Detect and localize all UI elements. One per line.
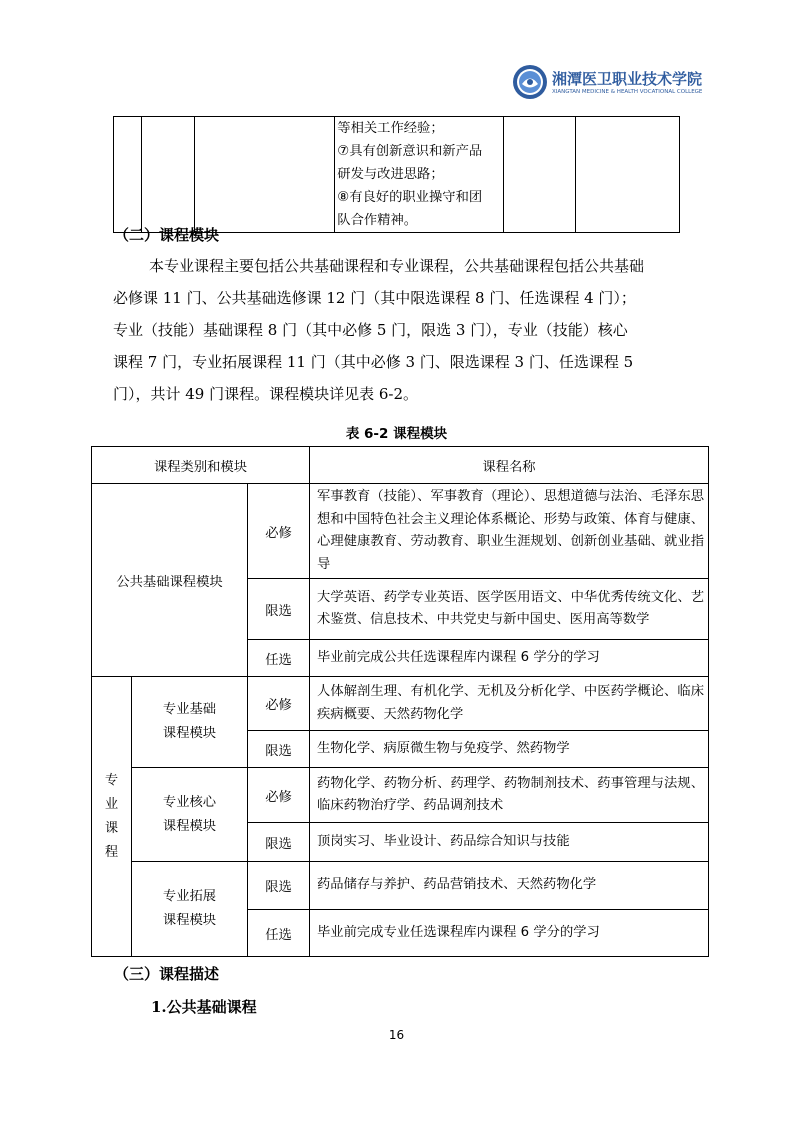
paragraph-line: 课程 7 门，专业拓展课程 11 门（其中必修 3 门、限选课程 3 门、任选课程 5 bbox=[113, 353, 634, 371]
header-category: 课程类别和模块 bbox=[92, 447, 310, 484]
paragraph-line: 门），共计 49 门课程。课程模块详见表 6-2。 bbox=[113, 385, 419, 403]
course-type: 限选 bbox=[248, 731, 310, 768]
continued-cell bbox=[503, 117, 575, 233]
course-names: 军事教育（技能）、军事教育（理论）、思想道德与法治、毛泽东思想和中国特色社会主义理论体系概论、形势与政策、体育与健康、心理健康教育、劳动教育、职业生涯规划、创新创业基础、就业指导 bbox=[310, 484, 709, 579]
continued-text-cell bbox=[335, 117, 504, 233]
college-seal-icon bbox=[512, 64, 548, 100]
continued-line: 队合作精神。 bbox=[337, 213, 418, 228]
college-name: 湘潭医卫职业技术学院 bbox=[552, 70, 703, 88]
table-caption: 表 6-2 课程模块 bbox=[345, 426, 448, 442]
course-names: 生物化学、病原微生物与免疫学、然药物学 bbox=[310, 731, 709, 768]
module-extension-label: 专业拓展 课程模块 bbox=[132, 862, 248, 957]
public-module-label: 公共基础课程模块 bbox=[92, 484, 248, 677]
course-type: 限选 bbox=[248, 579, 310, 640]
course-names: 人体解剖生理、有机化学、无机及分析化学、中医药学概论、临床疾病概要、天然药物化学 bbox=[310, 677, 709, 731]
course-type: 必修 bbox=[248, 484, 310, 579]
section-title-modules: （二）课程模块 bbox=[114, 226, 220, 244]
continued-line: 研发与改进思路； bbox=[337, 167, 444, 182]
subsection-title-public: 1.公共基础课程 bbox=[151, 998, 257, 1016]
continued-line: ⑧有良好的职业操守和团 bbox=[337, 190, 483, 205]
page-number: 16 bbox=[388, 1028, 405, 1042]
continued-cell bbox=[141, 117, 194, 233]
paragraph-line: 本专业课程主要包括公共基础课程和专业课程，公共基础课程包括公共基础 bbox=[149, 257, 645, 275]
course-module-table bbox=[91, 446, 709, 957]
course-type: 必修 bbox=[248, 768, 310, 823]
college-logo bbox=[512, 64, 717, 104]
course-names: 毕业前完成专业任选课程库内课程 6 学分的学习 bbox=[310, 910, 709, 957]
course-names: 顶岗实习、毕业设计、药品综合知识与技能 bbox=[310, 823, 709, 862]
course-type: 必修 bbox=[248, 677, 310, 731]
modules-paragraph bbox=[113, 250, 683, 410]
continued-line: ⑦具有创新意识和新产品 bbox=[337, 144, 483, 159]
paragraph-line: 必修课 11 门、公共基础选修课 12 门（其中限选课程 8 门、任选课程 4 门）； bbox=[113, 289, 636, 307]
continued-cell bbox=[114, 117, 142, 233]
module-basic-label: 专业基础 课程模块 bbox=[132, 677, 248, 768]
module-core-label: 专业核心 课程模块 bbox=[132, 768, 248, 862]
continued-line: 等相关工作经验； bbox=[337, 121, 444, 136]
header-course-names: 课程名称 bbox=[310, 447, 709, 484]
course-type: 限选 bbox=[248, 862, 310, 910]
continued-cell bbox=[575, 117, 679, 233]
section-title-descriptions: （三）课程描述 bbox=[114, 965, 220, 983]
course-type: 限选 bbox=[248, 823, 310, 862]
continued-cell bbox=[194, 117, 335, 233]
course-type: 任选 bbox=[248, 910, 310, 957]
continued-table bbox=[113, 116, 680, 233]
course-names: 药品储存与养护、药品营销技术、天然药物化学 bbox=[310, 862, 709, 910]
course-names: 大学英语、药学专业英语、医学医用语文、中华优秀传统文化、艺术鉴赏、信息技术、中共党史与新中国史、医用高等数学 bbox=[310, 579, 709, 640]
course-names: 药物化学、药物分析、药理学、药物制剂技术、药事管理与法规、临床药物治疗学、药品调剂技术 bbox=[310, 768, 709, 823]
professional-label: 专 业 课 程 bbox=[92, 677, 132, 957]
paragraph-line: 专业（技能）基础课程 8 门（其中必修 5 门，限选 3 门），专业（技能）核心 bbox=[113, 321, 628, 339]
college-name-en: XIANGTAN MEDICINE & HEALTH VOCATIONAL COLLEGE bbox=[552, 89, 703, 95]
course-names: 毕业前完成公共任选课程库内课程 6 学分的学习 bbox=[310, 640, 709, 677]
course-type: 任选 bbox=[248, 640, 310, 677]
